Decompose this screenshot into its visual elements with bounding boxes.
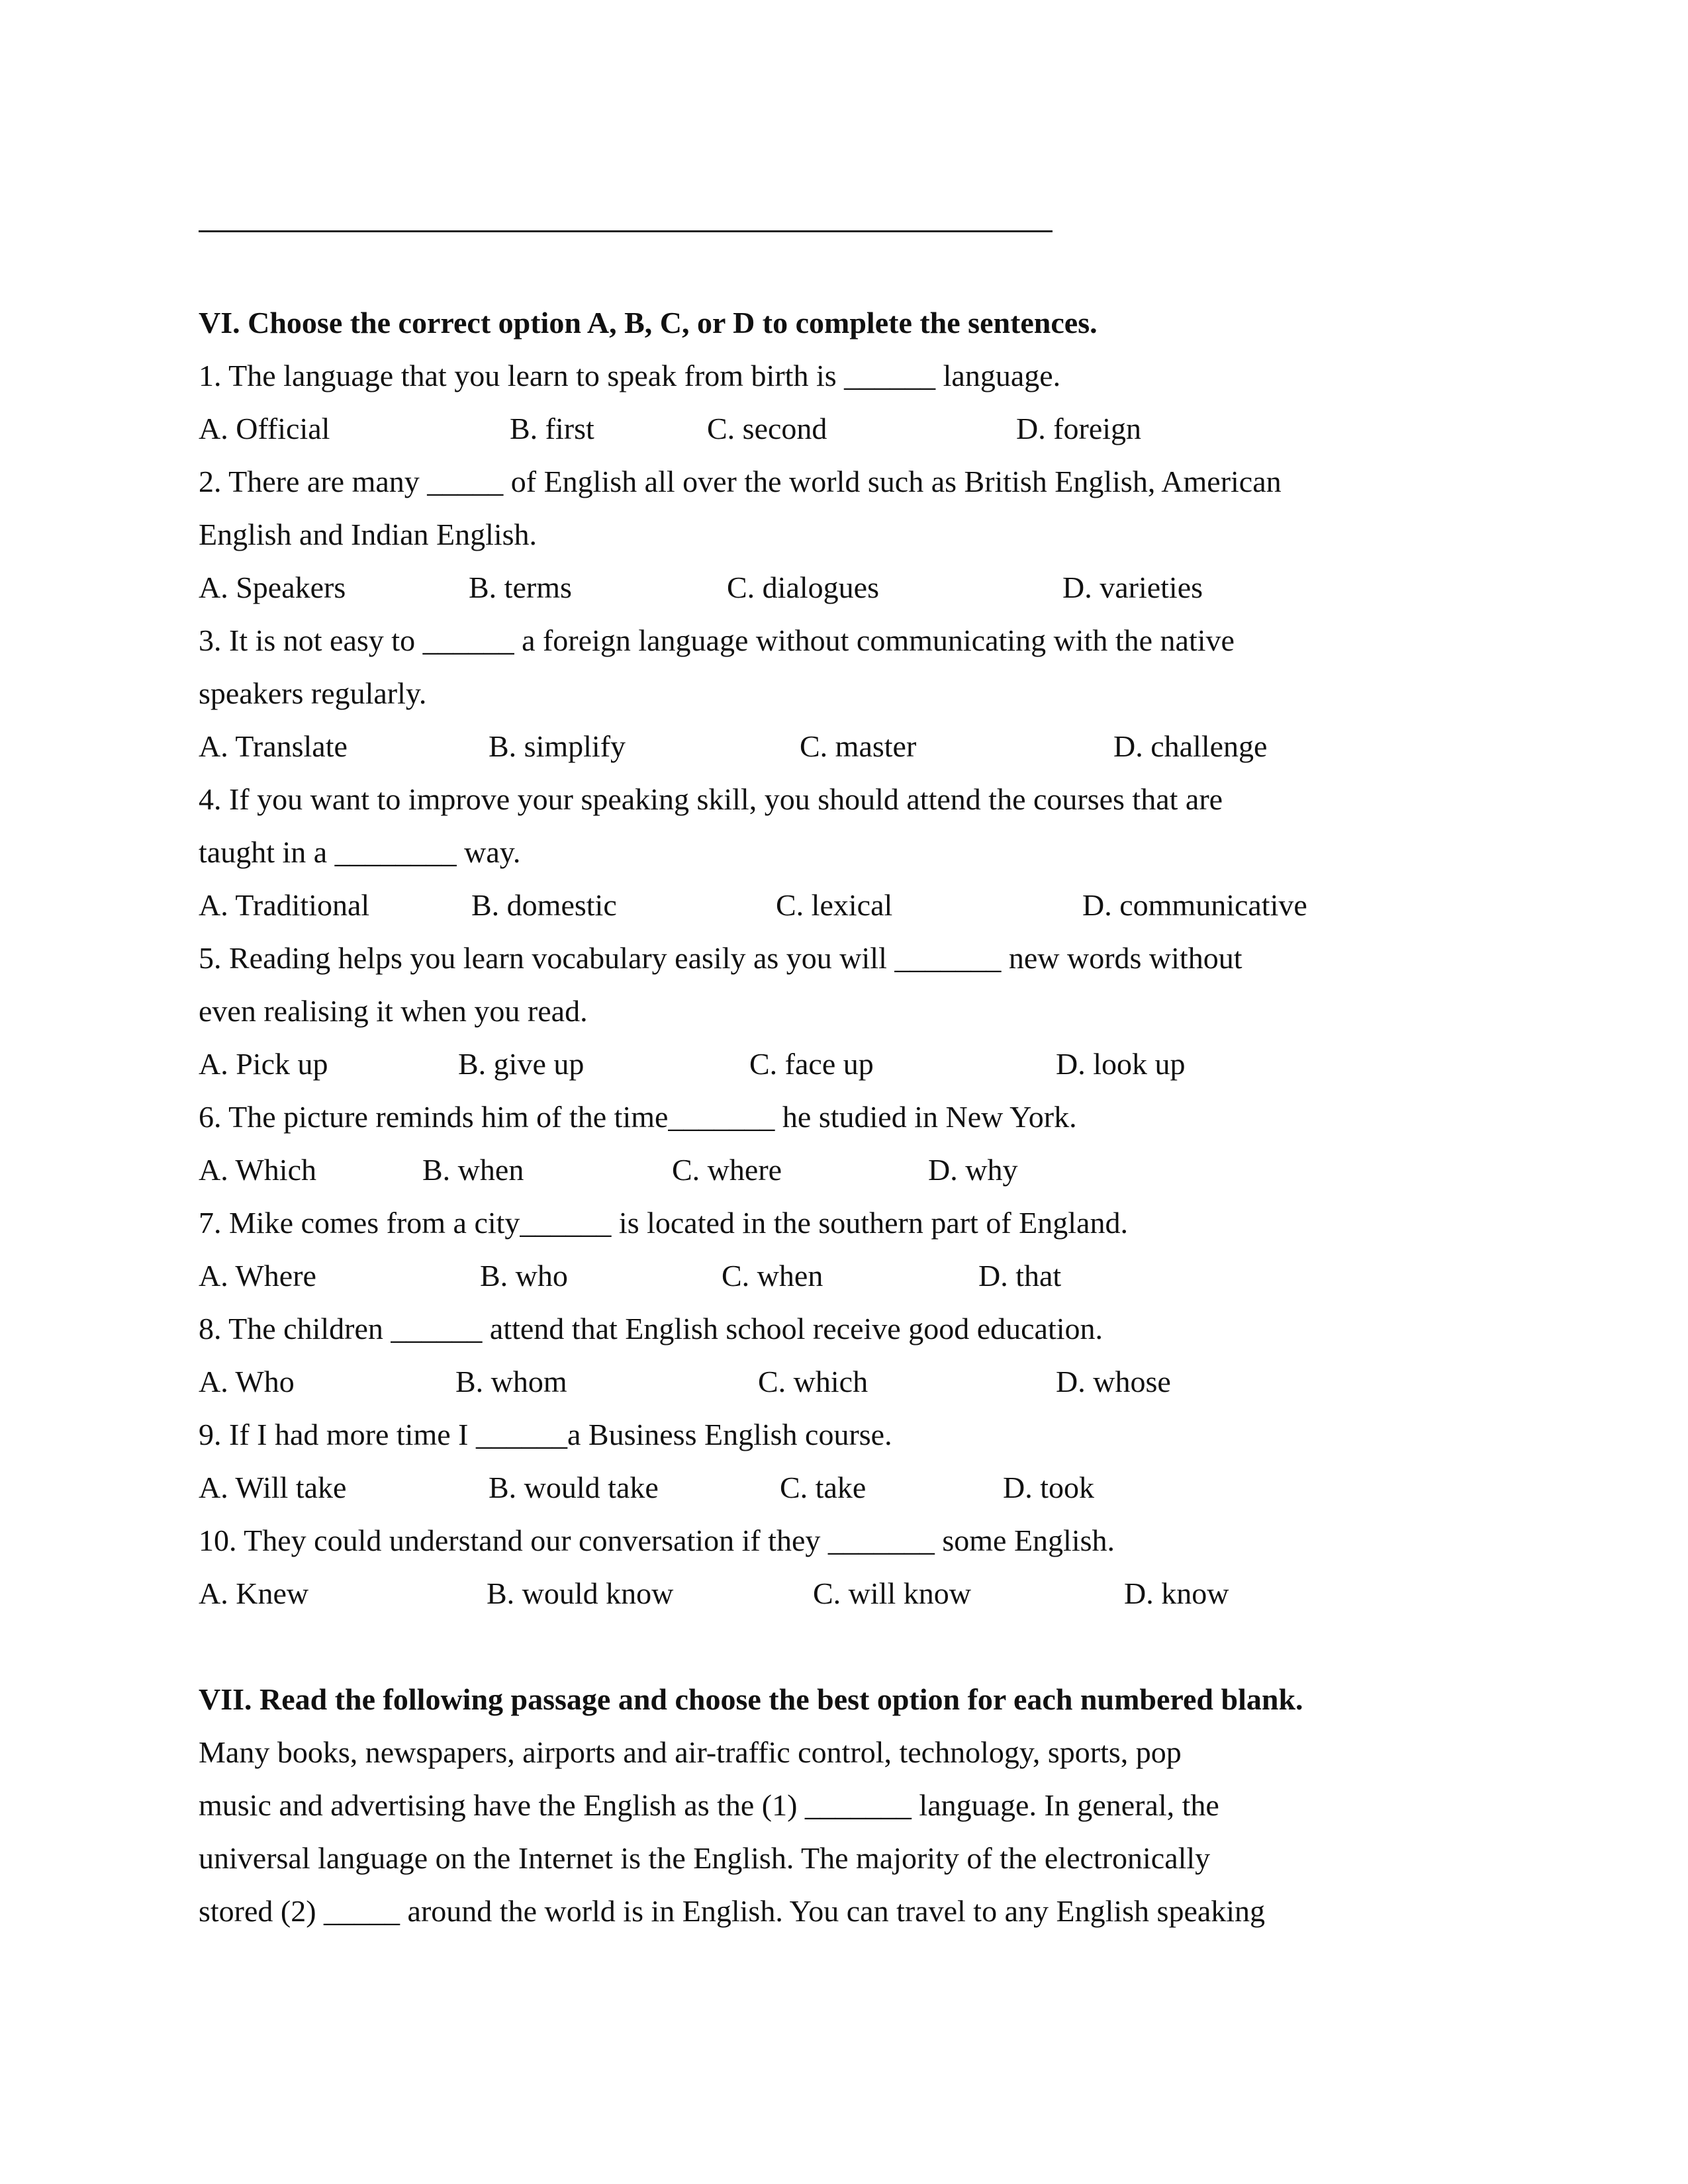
q8-option-d: D. whose <box>1056 1365 1171 1398</box>
section-6-heading: VI. Choose the correct option A, B, C, or D to complete the sentences. <box>199 306 1098 340</box>
passage-line-2: music and advertising have the English as the (1) _______ language. In general, the <box>199 1788 1219 1822</box>
q8-option-b: B. whom <box>455 1365 567 1398</box>
question-10-text: 10. They could understand our conversation if they _______ some English. <box>199 1524 1115 1557</box>
q10-option-c: C. will know <box>813 1576 971 1610</box>
question-5-text: 5. Reading helps you learn vocabulary easily as you will _______ new words without <box>199 941 1243 975</box>
question-4-text: 4. If you want to improve your speaking skill, you should attend the courses that are <box>199 782 1223 816</box>
q6-option-d: D. why <box>928 1153 1018 1187</box>
q4-option-a: A. Traditional <box>199 888 370 922</box>
q6-option-c: C. where <box>672 1153 782 1187</box>
passage-line-1: Many books, newspapers, airports and air-traffic control, technology, sports, pop <box>199 1735 1182 1769</box>
q9-option-a: A. Will take <box>199 1471 347 1504</box>
question-3-text-cont: speakers regularly. <box>199 676 427 710</box>
q5-option-d: D. look up <box>1056 1047 1186 1081</box>
q9-option-b: B. would take <box>489 1471 659 1504</box>
q7-option-d: D. that <box>978 1259 1062 1293</box>
question-2-text-cont: English and Indian English. <box>199 518 538 551</box>
q2-option-c: C. dialogues <box>727 570 879 604</box>
question-7-text: 7. Mike comes from a city______ is located in the southern part of England. <box>199 1206 1128 1240</box>
q7-option-b: B. who <box>480 1259 568 1293</box>
passage-line-4: stored (2) _____ around the world is in English. You can travel to any English speaking <box>199 1894 1266 1928</box>
q4-option-b: B. domestic <box>471 888 617 922</box>
q5-option-b: B. give up <box>458 1047 585 1081</box>
q8-option-a: A. Who <box>199 1365 295 1398</box>
q9-option-d: D. took <box>1003 1471 1094 1504</box>
q4-option-d: D. communicative <box>1082 888 1307 922</box>
q7-option-a: A. Where <box>199 1259 316 1293</box>
q10-option-d: D. know <box>1124 1576 1229 1610</box>
q7-option-c: C. when <box>722 1259 823 1293</box>
q2-option-a: A. Speakers <box>199 570 346 604</box>
q2-option-d: D. varieties <box>1062 570 1203 604</box>
q1-option-a: A. Official <box>199 412 330 445</box>
question-8-text: 8. The children ______ attend that English school receive good education. <box>199 1312 1103 1345</box>
question-9-text: 9. If I had more time I ______a Business English course. <box>199 1418 892 1451</box>
question-3-text: 3. It is not easy to ______ a foreign language without communicating with the native <box>199 623 1235 657</box>
q10-option-b: B. would know <box>487 1576 674 1610</box>
q3-option-d: D. challenge <box>1113 729 1268 763</box>
q3-option-a: A. Translate <box>199 729 348 763</box>
passage-line-3: universal language on the Internet is the English. The majority of the electronically <box>199 1841 1211 1875</box>
q5-option-c: C. face up <box>749 1047 874 1081</box>
q1-option-d: D. foreign <box>1016 412 1142 445</box>
q4-option-c: C. lexical <box>776 888 893 922</box>
q5-option-a: A. Pick up <box>199 1047 328 1081</box>
q6-option-a: A. Which <box>199 1153 317 1187</box>
question-2-text: 2. There are many _____ of English all over the world such as British English, American <box>199 465 1282 498</box>
q10-option-a: A. Knew <box>199 1576 309 1610</box>
q1-option-c: C. second <box>707 412 827 445</box>
q6-option-b: B. when <box>422 1153 524 1187</box>
question-1-text: 1. The language that you learn to speak from birth is ______ language. <box>199 359 1061 392</box>
section-7-heading: VII. Read the following passage and choose the best option for each numbered blank. <box>199 1682 1303 1716</box>
q3-option-b: B. simplify <box>489 729 626 763</box>
question-5-text-cont: even realising it when you read. <box>199 994 588 1028</box>
question-4-text-cont: taught in a ________ way. <box>199 835 521 869</box>
q2-option-b: B. terms <box>469 570 572 604</box>
q3-option-c: C. master <box>800 729 917 763</box>
question-6-text: 6. The picture reminds him of the time_______ he studied in New York. <box>199 1100 1077 1134</box>
q9-option-c: C. take <box>780 1471 867 1504</box>
q8-option-c: C. which <box>758 1365 868 1398</box>
q1-option-b: B. first <box>510 412 594 445</box>
top-divider <box>199 230 1053 232</box>
